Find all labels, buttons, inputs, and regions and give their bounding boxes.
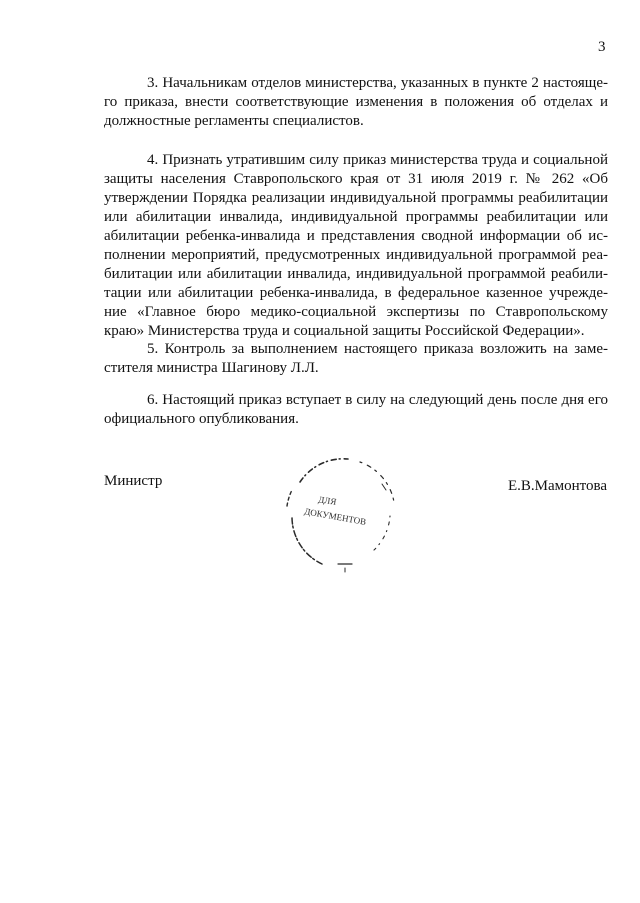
paragraph-line: 6. Настоящий приказ вступает в силу на следующий день после дня его bbox=[147, 392, 608, 408]
paragraph-line: краю» Министерства труда и социальной защиты Российской Федерации». bbox=[104, 323, 585, 339]
paragraph-line: 4. Признать утратившим силу приказ министерства труда и социальной bbox=[147, 152, 608, 168]
paragraph-3 bbox=[104, 74, 608, 131]
paragraph-line: абилитации ребенка-инвалида и представления сводной информации об ис- bbox=[104, 228, 608, 244]
paragraph-5 bbox=[104, 340, 608, 378]
stamp-text-line: ДОКУМЕНТОВ bbox=[303, 506, 367, 527]
paragraph-line: 3. Начальникам отделов министерства, указанных в пункте 2 настояще- bbox=[147, 75, 608, 91]
paragraph-line: стителя министра Шагинову Л.Л. bbox=[104, 360, 319, 376]
paragraph-line: утверждении Порядка реализации индивидуальной программы реабилитации bbox=[104, 190, 608, 206]
paragraph-6 bbox=[104, 391, 608, 429]
paragraph-line: 5. Контроль за выполнением настоящего приказа возложить на заме- bbox=[147, 341, 608, 357]
signature-position: Министр bbox=[104, 473, 163, 489]
paragraph-line: го приказа, внести соответствующие изменения в положения об отделах и bbox=[104, 94, 608, 110]
stamp-text-line: ДЛЯ bbox=[317, 494, 338, 507]
paragraph-line: должностные регламенты специалистов. bbox=[104, 113, 364, 129]
paragraph-line: защиты населения Ставропольского края от 31 июля 2019 г. № 262 «Об bbox=[104, 171, 608, 187]
paragraph-line: ние «Главное бюро медико-социальной экспертизы по Ставропольскому bbox=[104, 304, 608, 320]
page-number: 3 bbox=[598, 39, 606, 55]
paragraph-line: билитации или абилитации инвалида, индивидуальной программой реабили- bbox=[104, 266, 608, 282]
seal-stamp bbox=[278, 446, 408, 576]
paragraph-line: или абилитации инвалида, индивидуальной программы реабилитации или bbox=[104, 209, 608, 225]
paragraph-line: полнении мероприятий, предусмотренных индивидуальной программой реа- bbox=[104, 247, 608, 263]
signature-name: Е.В.Мамонтова bbox=[508, 478, 608, 494]
paragraph-4 bbox=[104, 151, 608, 341]
paragraph-line: официального опубликования. bbox=[104, 411, 299, 427]
paragraph-line: тации или абилитации ребенка-инвалида, в федеральное казенное учрежде- bbox=[104, 285, 608, 301]
